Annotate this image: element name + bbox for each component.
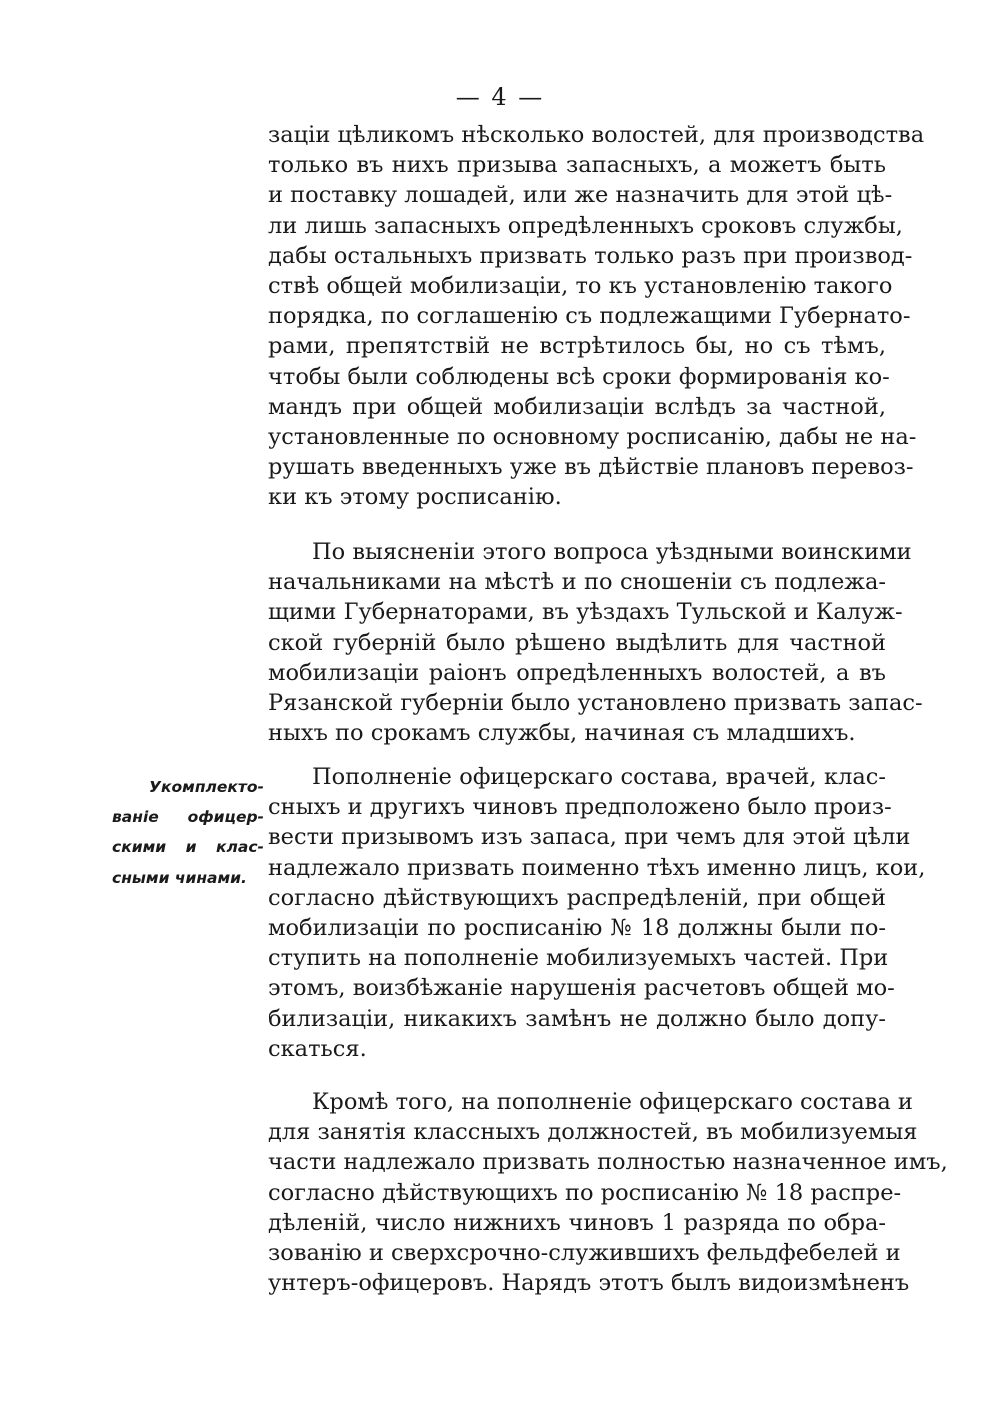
- text-line: заціи цѣликомъ нѣсколько волостей, для производства: [268, 122, 925, 148]
- text-line: надлежало призвать поименно тѣхъ именно лицъ, кои,: [268, 854, 926, 881]
- paragraph-4: [268, 1087, 948, 1298]
- text-line: По выясненіи этого вопроса уѣздными воинскими: [312, 539, 912, 565]
- text-line: и поставку лошадей, или же назначить для этой цѣ-: [268, 182, 893, 209]
- text-line: для занятія классныхъ должностей, въ мобилизуемыя: [268, 1119, 918, 1146]
- text-line: этомъ, воизбѣжаніе нарушенія расчетовъ общей мо-: [268, 975, 895, 1002]
- text-line: установленные по основному росписанію, дабы не на-: [268, 423, 917, 450]
- text-line: мобилизаціи по росписанію № 18 должны были по-: [268, 914, 886, 941]
- margin-note-line: сными чинами.: [112, 868, 247, 887]
- text-line: щими Губернаторами, въ уѣздахъ Тульской и Калуж-: [268, 599, 903, 626]
- page-number: — 4 —: [455, 83, 545, 111]
- text-line: только въ нихъ призыва запасныхъ, а можетъ быть: [268, 152, 886, 179]
- paragraph-2: [268, 537, 923, 748]
- text-line: Рязанской губерніи было установлено призвать запас-: [268, 689, 923, 716]
- text-line: порядка, по соглашенію съ подлежащими Губернато-: [268, 303, 911, 330]
- text-line: чтобы были соблюдены всѣ сроки формированія ко-: [268, 363, 890, 390]
- margin-note-line: ваніе офицер-: [112, 808, 264, 827]
- text-line: мандъ при общей мобилизаціи вслѣдъ за частной,: [268, 393, 886, 420]
- text-line: Пополненіе офицерскаго состава, врачей, клас-: [312, 764, 886, 790]
- text-line: Кромѣ того, на пополненіе офицерскаго состава и: [312, 1089, 913, 1115]
- text-line: ствѣ общей мобилизаціи, то къ установленію такого: [268, 272, 893, 299]
- text-line: дабы остальныхъ призвать только разъ при производ-: [268, 242, 913, 269]
- text-line: начальниками на мѣстѣ и по сношеніи съ подлежа-: [268, 569, 886, 596]
- text-line: рами, препятствій не встрѣтилось бы, но съ тѣмъ,: [268, 333, 886, 360]
- text-line: согласно дѣйствующихъ по росписанію № 18 распре-: [268, 1179, 902, 1206]
- text-line: дѣленій, число нижнихъ чиновъ 1 разряда по обра-: [268, 1209, 886, 1236]
- text-line: рушать введенныхъ уже въ дѣйствіе плановъ перевоз-: [268, 454, 914, 481]
- margin-note: [112, 772, 264, 893]
- text-line: сныхъ и другихъ чиновъ предположено было произ-: [268, 794, 892, 821]
- paragraph-1: [268, 120, 925, 512]
- text-line: ныхъ по срокамъ службы, начиная съ младшихъ.: [268, 720, 856, 747]
- text-line: согласно дѣйствующихъ распредѣленій, при общей: [268, 884, 886, 911]
- text-line: ки къ этому росписанію.: [268, 484, 562, 511]
- text-line: вести призывомъ изъ запаса, при чемъ для этой цѣли: [268, 824, 911, 851]
- text-line: ской губерній было рѣшено выдѣлить для частной: [268, 629, 886, 656]
- paragraph-3: [268, 762, 926, 1064]
- text-line: унтеръ-офицеровъ. Нарядъ этотъ былъ видоизмѣненъ: [268, 1270, 910, 1297]
- text-line: ли лишь запасныхъ опредѣленныхъ сроковъ службы,: [268, 212, 903, 239]
- text-line: ступить на пополненіе мобилизуемыхъ частей. При: [268, 945, 889, 972]
- text-line: мобилизаціи раіонъ опредѣленныхъ волостей, а въ: [268, 659, 886, 686]
- text-line: зованію и сверхсрочно-служившихъ фельдфебелей и: [268, 1239, 901, 1266]
- margin-note-line: скими и клас-: [112, 838, 264, 857]
- text-line: билизаціи, никакихъ замѣнъ не должно было допу-: [268, 1005, 886, 1032]
- text-line: части надлежало призвать полностью назначенное имъ,: [268, 1149, 948, 1176]
- text-line: скаться.: [268, 1035, 367, 1062]
- margin-note-line: Укомплекто-: [149, 778, 264, 796]
